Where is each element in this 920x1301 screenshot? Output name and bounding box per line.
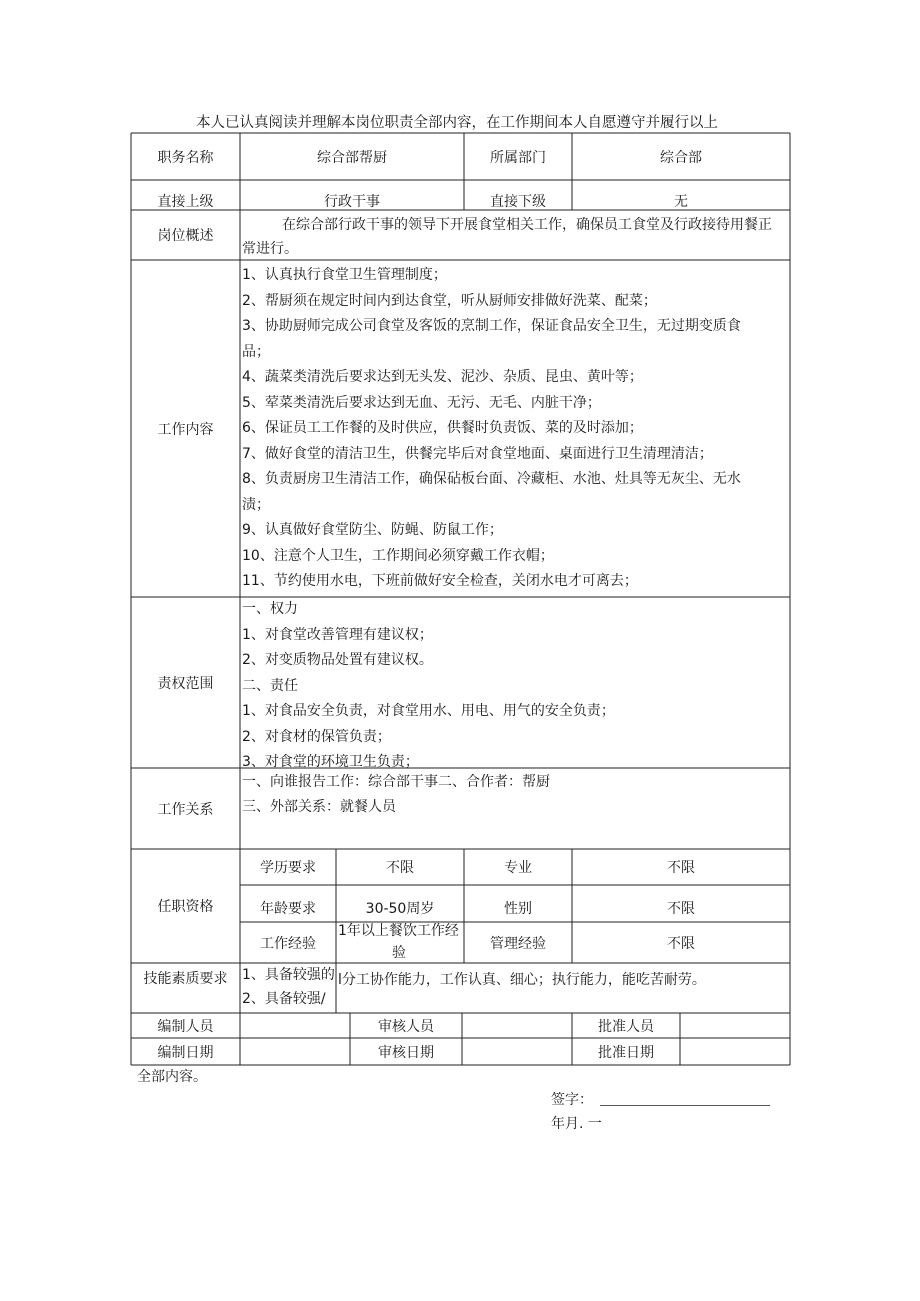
approved-by-field[interactable] [680,1013,790,1038]
relations-list [242,770,788,820]
skills-line1: 1、具备较强的 [242,967,335,983]
job-title-value: 综合部帮厨 [317,149,387,166]
authority-item: 3、对食堂的环境卫生负责； [242,754,419,770]
compiled-date-label: 编制日期 [157,1044,214,1061]
reviewed-by-label: 审核人员 [378,1018,434,1035]
age-value: 30-50周岁 [365,900,435,917]
footer-note: 全部内容。 [137,1069,207,1085]
compiled-by-label: 编制人员 [157,1018,214,1035]
duty-item: 品； [242,343,270,360]
overview-label: 岗位概述 [157,228,214,244]
reviewed-by-field[interactable] [462,1013,572,1038]
duty-item: 8、负责厨房卫生清洁工作，确保砧板台面、冷藏柜、水池、灶具等无灰尘、无水 [242,471,741,487]
authority-item: 1、对食堂改善管理有建议权； [242,626,433,643]
department-label: 所属部门 [490,149,546,166]
duty-item: 7、做好食堂的清洁卫生，供餐完毕后对食堂地面、桌面进行卫生清理清洁； [242,445,713,462]
sign-label: 签字： [551,1092,593,1108]
approved-by-label: 批准人员 [598,1018,654,1035]
reviewed-date-label: 审核日期 [378,1044,434,1061]
overview-line2: 常进行。 [242,241,298,257]
duty-item: 3、协助厨师完成公司食堂及客饭的烹制工作，保证食品安全卫生，无过期变质食 [242,318,741,334]
duty-item: 11、节约使用水电，下班前做好安全检查，关闭水电才可离去； [242,573,638,589]
major-label: 专业 [504,860,532,876]
superior-value: 行政干事 [324,194,380,210]
duty-item: 2、帮厨须在规定时间内到达食堂，听从厨师安排做好洗菜、配菜； [242,292,657,309]
authority-item: 1、对食品安全负责，对食堂用水、用电、用气的安全负责； [242,703,615,719]
duties-list [242,263,788,596]
duty-item: 10、注意个人卫生，工作期间必须穿戴工作衣帽； [242,547,554,564]
duties-label: 工作内容 [157,421,214,438]
authority-item: 一、权力 [242,601,298,617]
duty-item: 9、认真做好食堂防尘、防蝇、防鼠工作； [242,522,503,538]
gender-label: 性别 [504,900,532,917]
authority-item: 2、对食材的保管负责； [242,728,391,745]
signature-line[interactable] [600,1105,770,1106]
experience-value-line1: 1年以上餐饮工作经 [338,923,459,939]
authority-label: 责权范围 [157,675,214,692]
mgmt-experience-value: 不限 [667,935,695,952]
education-label: 学历要求 [260,860,316,876]
age-label: 年龄要求 [260,900,316,917]
relations-item: 一、向谁报告工作：综合部干事二、合作者：帮厨 [242,774,550,790]
education-value: 不限 [386,860,414,876]
authority-item: 2、对变质物品处置有建议权。 [242,652,433,668]
approved-date-field[interactable] [680,1038,790,1065]
authority-list [242,597,788,776]
gender-value: 不限 [667,900,695,917]
major-value: 不限 [667,860,695,876]
date-label: 年月. 一 [551,1116,602,1132]
department-value: 综合部 [660,149,702,166]
approved-date-label: 批准日期 [598,1044,654,1061]
overview-line1: 在综合部行政干事的领导下开展食堂相关工作，确保员工食堂及行政接待用餐正 [282,217,772,233]
qualification-label: 任职资格 [157,899,214,915]
relations-label: 工作关系 [157,801,214,818]
reviewed-date-field[interactable] [462,1038,572,1065]
mgmt-experience-label: 管理经验 [490,935,546,952]
compiled-by-field[interactable] [240,1013,350,1038]
skills-line2: 2、具备较强/ [242,991,326,1007]
superior-label: 直接上级 [157,194,214,210]
job-title-label: 职务名称 [157,149,214,166]
duty-item: 6、保证员工工作餐的及时供应，供餐时负责饭、菜的及时添加； [242,420,643,436]
authority-item: 二、责任 [242,677,298,694]
relations-item: 三、外部关系：就餐人员 [242,799,396,815]
experience-value-line2: 验 [392,945,406,961]
skills-right: l分工协作能力，工作认真、细心；执行能力，能吃苦耐劳。 [338,972,706,988]
experience-label: 工作经验 [260,935,316,952]
skills-label: 技能素质要求 [143,971,228,987]
duty-item: 5、荤菜类清洗后要求达到无血、无污、无毛、内脏干净； [242,394,601,411]
duty-item: 4、蔬菜类清洗后要求达到无头发、泥沙、杂质、昆虫、黄叶等； [242,369,643,385]
duty-item: 渍； [242,496,270,513]
duty-item: 1、认真执行食堂卫生管理制度； [242,267,447,283]
subordinate-value: 无 [674,194,688,210]
compiled-date-field[interactable] [240,1038,350,1065]
subordinate-label: 直接下级 [490,194,546,210]
header-note: 本人已认真阅读并理解本岗位职责全部内容，在工作期间本人自愿遵守并履行以上 [196,115,718,131]
